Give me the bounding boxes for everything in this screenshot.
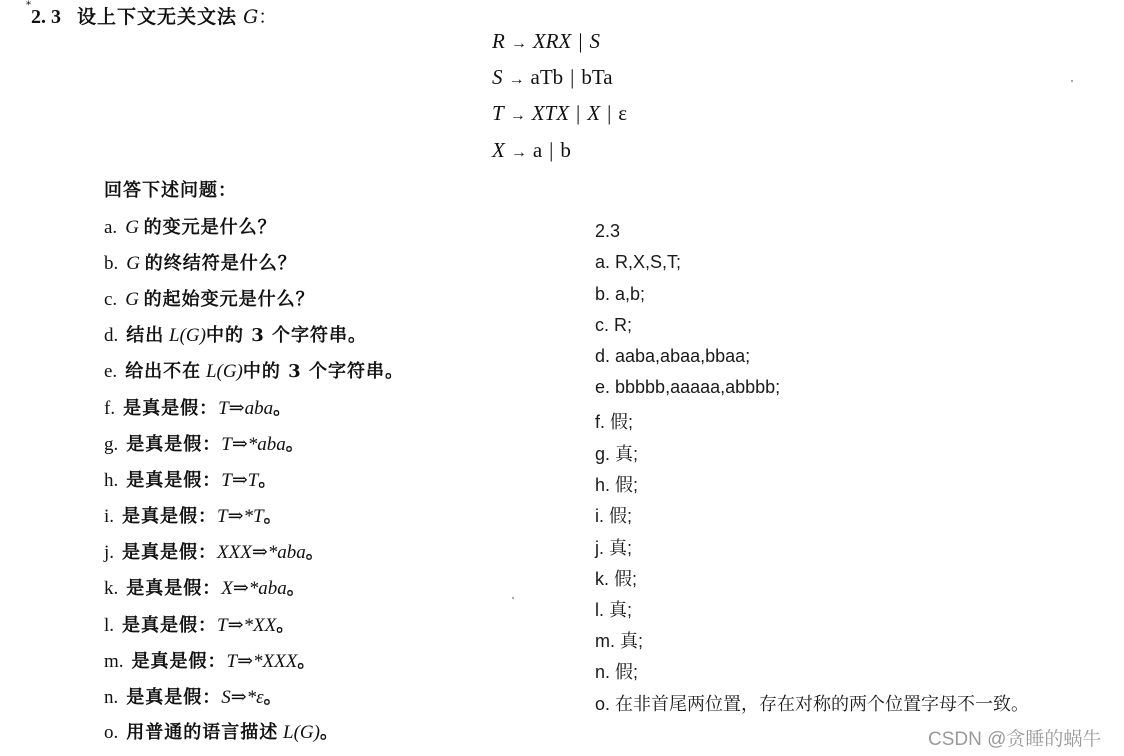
answer-i: i. 假; <box>595 506 633 526</box>
answer-l: l. 真; <box>595 600 633 620</box>
exercise-number: 2. 3 <box>31 6 61 28</box>
rule-lhs: R <box>492 29 505 53</box>
grammar-rule-x <box>492 138 571 163</box>
arrow-icon: → <box>509 107 526 124</box>
rule-alternative: X <box>587 101 601 125</box>
grammar-rule-t <box>492 101 627 126</box>
question-g: g. 是真是假：T⇒*aba。 <box>104 434 305 455</box>
questions-prompt: 回答下述问题： <box>104 180 237 201</box>
question-l: l. 是真是假：T⇒*XX。 <box>104 615 296 636</box>
question-a: a. G 的变元是什么？ <box>104 217 277 238</box>
answer-b: b. a,b; <box>595 284 646 304</box>
grammar-name: G <box>243 6 259 28</box>
question-b: b. G 的终结符是什么？ <box>104 253 297 274</box>
answer-heading: 2.3 <box>595 221 621 241</box>
heading-colon: ： <box>258 6 278 28</box>
question-n: n. 是真是假：S⇒*ε。 <box>104 687 283 708</box>
grammar-rule-r <box>492 29 600 54</box>
rule-alternative: S <box>589 29 601 53</box>
rule-alternative: XRX <box>532 29 572 53</box>
question-h: h. 是真是假：T⇒T。 <box>104 470 278 491</box>
question-m: m. 是真是假：T⇒*XXX。 <box>104 651 317 672</box>
rule-lhs: S <box>492 65 503 89</box>
exercise-title: 设上下文无关文法 <box>77 6 238 28</box>
question-e: e. 给出不在 L(G)中的 3 个字符串。 <box>104 361 404 382</box>
answer-g: g. 真; <box>595 444 639 464</box>
answer-d: d. aaba,abaa,bbaa; <box>595 346 751 366</box>
answer-j: j. 真; <box>595 538 633 558</box>
grammar-rule-s <box>492 65 613 90</box>
arrow-icon: → <box>510 35 527 52</box>
alternation-bar: | <box>576 101 581 125</box>
alternation-bar: | <box>570 65 575 89</box>
starred-exercise-mark: * <box>26 0 31 11</box>
rule-alternative: ε <box>618 101 628 125</box>
rule-alternative: bTa <box>581 65 613 89</box>
answer-m: m. 真; <box>595 631 643 651</box>
rule-alternative: b <box>560 138 571 162</box>
answer-k: k. 假; <box>595 569 638 589</box>
csdn-watermark: CSDN @贪睡的蜗牛 <box>928 729 1102 750</box>
question-d: d. 结出 L(G)中的 3 个字符串。 <box>104 325 368 346</box>
answer-e: e. bbbbb,aaaaa,abbbb; <box>595 377 781 397</box>
alternation-bar: | <box>607 101 612 125</box>
answer-a: a. R,X,S,T; <box>595 252 682 272</box>
question-k: k. 是真是假：X⇒*aba。 <box>104 578 306 599</box>
exercise-heading <box>26 2 277 29</box>
arrow-icon: → <box>508 71 525 88</box>
rule-alternative: a <box>532 138 543 162</box>
rule-alternative: aTb <box>530 65 564 89</box>
rule-lhs: X <box>492 138 505 162</box>
scan-speck <box>1071 80 1073 82</box>
arrow-icon: → <box>510 144 527 161</box>
answer-f: f. 假; <box>595 412 634 432</box>
question-j: j. 是真是假：XXX⇒*aba。 <box>104 542 325 563</box>
rule-alternative: XTX <box>531 101 570 125</box>
question-o: o. 用普通的语言描述 L(G)。 <box>104 722 339 743</box>
answer-h: h. 假; <box>595 475 639 495</box>
rule-lhs: T <box>492 101 504 125</box>
alternation-bar: | <box>578 29 583 53</box>
answer-c: c. R; <box>595 315 633 335</box>
alternation-bar: | <box>549 138 554 162</box>
scan-speck <box>512 597 514 599</box>
answer-o: o. 在非首尾两位置，存在对称的两个位置字母不一致。 <box>595 694 1030 714</box>
question-i: i. 是真是假：T⇒*T。 <box>104 506 283 527</box>
question-c: c. G 的起始变元是什么？ <box>104 289 315 310</box>
answer-n: n. 假; <box>595 662 639 682</box>
question-f: f. 是真是假：T⇒aba。 <box>104 398 293 419</box>
